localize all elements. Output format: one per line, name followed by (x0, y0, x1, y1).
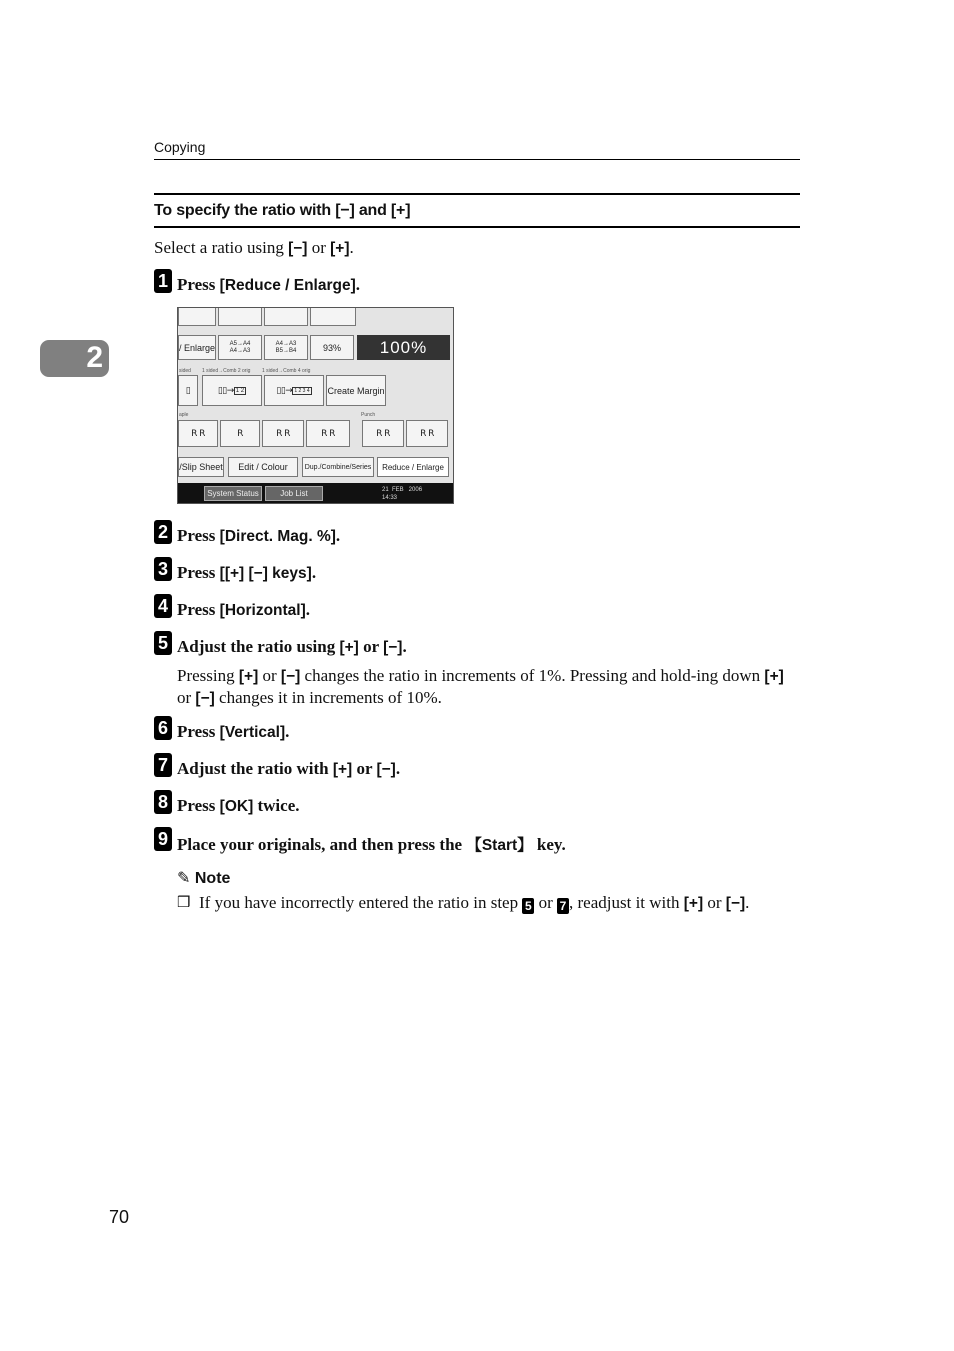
step-badge-7: 7 (154, 753, 172, 777)
staple-icon: R (237, 428, 243, 439)
preset-a5-a4-button[interactable]: A5→A4 A4→A3 (218, 335, 262, 360)
copier-screen (177, 307, 454, 504)
chapter-number: 2 (86, 341, 103, 374)
vertical-key: [Vertical] (219, 724, 286, 741)
step-3: Press [[+] [−] keys]. (177, 563, 317, 582)
section-title: To specify the ratio with [−] and [+] (154, 202, 411, 219)
plus-key: [+] (683, 895, 704, 912)
cropped-button[interactable] (178, 307, 216, 326)
step-badge-5: 5 (154, 631, 172, 655)
status-bar (178, 483, 454, 504)
step-4: Press [Horizontal]. (177, 600, 311, 619)
preset-93-button[interactable]: 93% (310, 335, 354, 360)
pencil-icon: ✎ (177, 868, 191, 887)
step-badge-6: 6 (154, 716, 172, 740)
minus-key: [−] (195, 690, 215, 707)
tab-slip-sheet[interactable]: /Slip Sheet (178, 457, 224, 477)
step-2: Press [Direct. Mag. %]. (177, 526, 341, 545)
label-comb-4: 1 sided→Comb 4 orig (262, 368, 311, 374)
start-key: 【Start】 (466, 837, 533, 854)
plus-key: [+] (764, 668, 784, 685)
combine-2-button[interactable]: ▯▯→ 1 2 (202, 375, 262, 406)
cropped-button[interactable] (264, 307, 308, 326)
step-9: Place your originals, and then press the 【Start】 key. (177, 835, 566, 854)
preset-a4-a3-button[interactable]: A4→A3 B5→B4 (264, 335, 308, 360)
minus-key: [−] (376, 761, 396, 778)
step-1: Press [Reduce / Enlarge]. (177, 275, 360, 294)
system-status-button[interactable]: System Status (204, 486, 262, 501)
current-ratio-display: 100% (357, 335, 450, 360)
note-item: ❒ If you have incorrectly entered the ratio in step 5 or 7 , readjust it with [+] or [−]. (177, 893, 750, 913)
plus-key: [+] (339, 639, 359, 656)
create-margin-button[interactable]: Create Margin (326, 375, 386, 406)
step-badge-2: 2 (154, 520, 172, 544)
step-5: Adjust the ratio using [+] or [−]. (177, 637, 407, 656)
checkbox-bullet-icon: ❒ (177, 893, 191, 911)
page-number: 70 (109, 1207, 130, 1227)
step-8: Press [OK] twice. (177, 796, 300, 815)
cropped-button[interactable] (310, 307, 356, 326)
label-staple: aple (179, 412, 189, 418)
step-badge-8: 8 (154, 790, 172, 814)
staple-button-2[interactable] (220, 420, 260, 447)
intro-sentence: Select a ratio using [−] or [+]. (154, 238, 354, 257)
reduce-enlarge-key: [Reduce / Enlarge] (219, 277, 356, 294)
staple-icon: R R (191, 428, 205, 439)
staple-button-3[interactable] (262, 420, 304, 447)
step-badge-9: 9 (154, 827, 172, 851)
header-rule (154, 159, 800, 160)
punch-icon: R R (376, 428, 390, 439)
step-ref-badge-7: 7 (557, 898, 569, 914)
date-time: 21 FEB 2006 14:33 (382, 487, 423, 501)
step-badge-3: 3 (154, 557, 172, 581)
page-icon: ▯ (185, 385, 191, 396)
cropped-button[interactable] (218, 307, 262, 326)
reduce-enlarge-preset-button[interactable]: / Enlarge (178, 335, 216, 360)
plus-key: [+] (332, 761, 353, 778)
step-badge-1: 1 (154, 269, 172, 293)
duplex-button[interactable] (178, 375, 198, 406)
section-heading-box (154, 193, 800, 228)
punch-icon: R R (420, 428, 434, 439)
label-sided: sided (179, 368, 191, 374)
minus-key: [−] (288, 240, 308, 257)
chapter-tab (40, 340, 109, 377)
step-5-detail: Pressing [+] or [−] changes the ratio in increments of 1%. Pressing and hold-ing down [+] or [−] changes it in increments of 10%. (177, 666, 784, 707)
tab-reduce-enlarge[interactable]: Reduce / Enlarge (377, 457, 449, 477)
combine-4-button[interactable]: ▯▯→ 1 2 3 4 (264, 375, 324, 406)
plus-key: [+] (238, 668, 259, 685)
ok-key: [OK] (219, 798, 254, 815)
step-badge-4: 4 (154, 594, 172, 618)
step-ref-badge-5: 5 (522, 898, 534, 914)
label-comb-2: 1 sided→Comb 2 orig (202, 368, 251, 374)
pages-icon: ▯▯→ (276, 385, 293, 396)
tab-dup-combine-series[interactable]: Dup./Combine/Series (302, 457, 374, 477)
staple-button-4[interactable] (306, 420, 350, 447)
staple-icon: R R (321, 428, 335, 439)
minus-key: [−] (725, 895, 746, 912)
step-7: Adjust the ratio with [+] or [−]. (177, 759, 401, 778)
minus-key: [−] (383, 639, 403, 656)
horizontal-key: [Horizontal] (219, 602, 306, 619)
punch-button-1[interactable] (362, 420, 404, 447)
tab-edit-colour[interactable]: Edit / Colour (228, 457, 298, 477)
label-punch: Punch (361, 412, 376, 418)
note-heading: ✎ Note (177, 868, 231, 887)
pages-icon: ▯▯→ (217, 385, 234, 396)
running-header: Copying (154, 139, 206, 155)
staple-button-1[interactable] (178, 420, 218, 447)
job-list-button[interactable]: Job List (265, 486, 323, 501)
minus-key: [−] (280, 668, 301, 685)
staple-icon: R R (276, 428, 290, 439)
direct-mag-key: [Direct. Mag. %] (219, 528, 336, 545)
plus-key: [+] (330, 240, 350, 257)
step-6: Press [Vertical]. (177, 722, 290, 741)
plus-minus-keys-key: [[+] [−] keys] (219, 565, 312, 582)
punch-button-2[interactable] (406, 420, 448, 447)
